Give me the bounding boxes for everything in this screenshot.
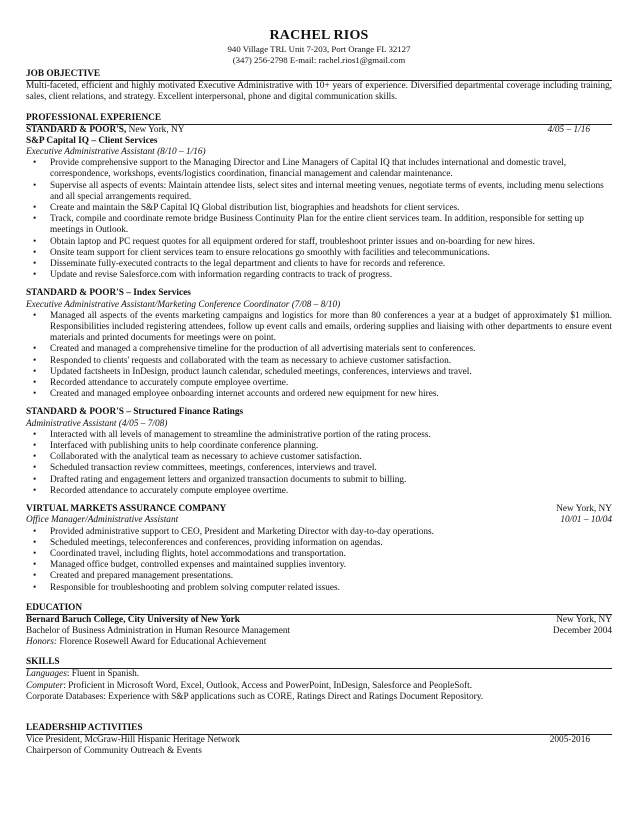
- list-item: • Supervise all aspects of events: Maintain attendee lists, select sites and internal meeting venues, negotiate terms of events, including menu selections and all special arrangements required.: [33, 180, 604, 202]
- bullet-icon: •: [33, 247, 37, 258]
- company-location: New York, NY: [126, 124, 185, 135]
- job-role-row: [26, 515, 612, 526]
- bullet-icon: •: [33, 259, 37, 270]
- list-item: • Created and managed a comprehensive timeline for the production of all advertising materials sent to conferences.: [33, 344, 476, 355]
- bullet-icon: •: [33, 214, 37, 225]
- company-line: [26, 125, 184, 136]
- bullet-icon: •: [33, 485, 37, 496]
- list-item: • Recorded attendance to accurately compute employee overtime.: [33, 378, 289, 389]
- education-degree-row: [26, 626, 612, 637]
- section-title-experience: PROFESSIONAL EXPERIENCE: [26, 113, 612, 125]
- skill-databases: Corporate Databases: Experience with S&P applications such as CORE, Ratings Direct and Ratings Document Repository.: [26, 691, 484, 702]
- honors-label: Honors:: [26, 637, 57, 648]
- degree: Bachelor of Business Administration in Human Resource Management: [26, 625, 291, 636]
- bullet-icon: •: [33, 366, 37, 377]
- list-item: • Managed all aspects of the events marketing campaigns and logistics for more than 80 conferences a year at a budget of approximately $1 million. Responsibilities included registering attendees, follow up event calls and emails, ordering supplies and liaising with other departments to ensure event materials and printed documents for meetings were on point.: [33, 310, 612, 344]
- leadership-dates: 2005-2016: [549, 734, 590, 745]
- division-name: S&P Capital IQ – Client Services: [26, 135, 158, 146]
- bullet-list: [26, 158, 612, 281]
- bullet-icon: •: [33, 548, 37, 559]
- list-item: • Disseminate fully-executed contracts to the legal department and clients to have for records and reference.: [33, 259, 446, 270]
- bullet-icon: •: [33, 344, 37, 355]
- contact-line: (347) 256-2798 E-mail: rachel.rios1@gmail.com: [232, 54, 406, 65]
- list-item: • Scheduled transaction review committees, meetings, conferences, interviews and travel.: [33, 463, 377, 474]
- bullet-list: [26, 527, 612, 594]
- skill-languages: Languages: Fluent in Spanish.: [26, 669, 140, 680]
- bullet-list: [26, 430, 612, 497]
- bullet-icon: •: [33, 463, 37, 474]
- list-item: • Onsite team support for client services team to ensure relocations go smoothly with facilities and telecommunications.: [33, 247, 490, 258]
- list-item: • Created and managed employee onboarding internet accounts and ordered new equipment for new hires.: [33, 389, 439, 400]
- bullet-icon: •: [33, 158, 37, 169]
- bullet-icon: •: [33, 203, 37, 214]
- bullet-icon: •: [33, 236, 37, 247]
- bullet-icon: •: [33, 474, 37, 485]
- bullet-icon: •: [33, 310, 37, 321]
- bullet-list: [26, 311, 612, 401]
- list-item: • Provide comprehensive support to the Managing Director and Line Managers of Capital IQ that includes international and domestic travel, correspondence, workshops, events/logistics coordination, financial management and calendar maintenance.: [33, 158, 567, 180]
- list-item: • Interfaced with publishing units to help coordinate conference planning.: [33, 441, 319, 452]
- bullet-icon: •: [33, 180, 37, 191]
- list-item: • Responsible for troubleshooting and problem solving computer related issues.: [33, 582, 340, 593]
- job-role: Executive Administrative Assistant/Marketing Conference Coordinator (7/08 – 8/10): [26, 299, 341, 310]
- bullet-icon: •: [33, 526, 37, 537]
- list-item: • Scheduled meetings, teleconferences and conferences, providing information on agendas.: [33, 537, 383, 548]
- bullet-icon: •: [33, 429, 37, 440]
- list-item: • Create and maintain the S&P Capital IQ Global distribution list, biographies and headshots for client services.: [33, 203, 460, 214]
- candidate-name: RACHEL RIOS: [269, 28, 369, 43]
- bullet-icon: •: [33, 537, 37, 548]
- company-name: VIRTUAL MARKETS ASSURANCE COMPANY: [26, 504, 227, 515]
- section-title-education: EDUCATION: [26, 603, 612, 615]
- list-item: • Coordinated travel, including flights, hotel accommodations and transportation.: [33, 548, 346, 559]
- resume-page: [26, 0, 612, 757]
- list-item: • Created and prepared management presentations.: [33, 571, 234, 582]
- list-item: • Responded to clients' requests and collaborated with the team as necessary to achieve customer satisfaction.: [33, 355, 452, 366]
- bullet-icon: •: [33, 389, 37, 400]
- leadership-row: [26, 735, 612, 746]
- address: 940 Village TRL Unit 7-203, Port Orange FL 32127: [227, 44, 411, 54]
- school-name: Bernard Baruch College, City University of New York: [26, 614, 240, 625]
- company-name: STANDARD & POOR'S – Index Services: [26, 288, 191, 299]
- bullet-icon: •: [33, 270, 37, 281]
- list-item: • Interacted with all levels of management to streamline the administrative portion of the rating process.: [33, 429, 431, 440]
- objective-text: Multi-faceted, efficient and highly motivated Executive Administrative with 10+ years of experience. Diversified departmental coverage including training, sales, client relations, and strategy. Excellent interpersonal, phone and digital communication skills.: [26, 81, 612, 103]
- job-role: Executive Administrative Assistant (8/10 – 1/16): [26, 147, 206, 157]
- bullet-icon: •: [33, 582, 37, 593]
- bullet-icon: •: [33, 452, 37, 463]
- skill-computer: Computer: Proficient in Microsoft Word, Excel, Outlook, Access and PowerPoint, InDesign, Salesforce and PeopleSoft.: [26, 680, 473, 691]
- list-item: • Updated factsheets in InDesign, product launch calendar, scheduled meetings, conferences, interviews and travel.: [33, 366, 472, 377]
- list-item: • Provided administrative support to CEO, President and Marketing Director with day-to-day operations.: [33, 526, 434, 537]
- job-header: [26, 504, 612, 515]
- job-dates: 10/01 – 10/04: [560, 515, 612, 526]
- section-title-objective: JOB OBJECTIVE: [26, 69, 612, 81]
- section-title-skills: SKILLS: [26, 657, 612, 669]
- bullet-icon: •: [33, 571, 37, 582]
- company-location: New York, NY: [556, 504, 612, 515]
- company-name: STANDARD & POOR'S,: [26, 124, 127, 135]
- job-header: [26, 125, 612, 136]
- bullet-icon: •: [33, 441, 37, 452]
- bullet-icon: •: [33, 378, 37, 389]
- honors: [26, 637, 612, 648]
- list-item: • Recorded attendance to accurately compute employee overtime.: [33, 485, 289, 496]
- leadership-role-2: Chairperson of Community Outreach & Events: [26, 746, 202, 757]
- job-role: Administrative Assistant (4/05 – 7/08): [26, 418, 168, 429]
- list-item: • Track, compile and coordinate remote bridge Business Continuity Plan for the entire client services team. In addition, responsible for setting up meetings in Outlook.: [33, 214, 584, 236]
- section-title-leadership: LEADERSHIP ACTIVITIES: [26, 723, 612, 735]
- list-item: • Update and revise Salesforce.com with information regarding contracts to track of progress.: [33, 270, 393, 281]
- bullet-icon: •: [33, 355, 37, 366]
- list-item: • Drafted rating and engagement letters and organized transaction documents to submit to billing.: [33, 474, 407, 485]
- job-role: Office Manager/Administrative Assistant: [26, 515, 179, 526]
- education-school-row: [26, 615, 612, 626]
- job-dates: 4/05 – 1/16: [547, 124, 590, 135]
- list-item: • Managed office budget, controlled expenses and maintained supplies inventory.: [33, 560, 347, 571]
- list-item: • Obtain laptop and PC request quotes for all equipment ordered for staff, troubleshoot printer issues and on-boarding for new hires.: [33, 236, 535, 247]
- graduation-date: December 2004: [552, 625, 612, 636]
- school-location: New York, NY: [556, 614, 612, 625]
- bullet-icon: •: [33, 560, 37, 571]
- leadership-role: Vice President, McGraw-Hill Hispanic Heritage Network: [26, 734, 240, 745]
- company-name: STANDARD & POOR'S – Structured Finance Ratings: [26, 407, 244, 418]
- honors-text: Florence Rosewell Award for Educational Achievement: [57, 637, 267, 648]
- list-item: • Collaborated with the analytical team as necessary to achieve customer satisfaction.: [33, 452, 362, 463]
